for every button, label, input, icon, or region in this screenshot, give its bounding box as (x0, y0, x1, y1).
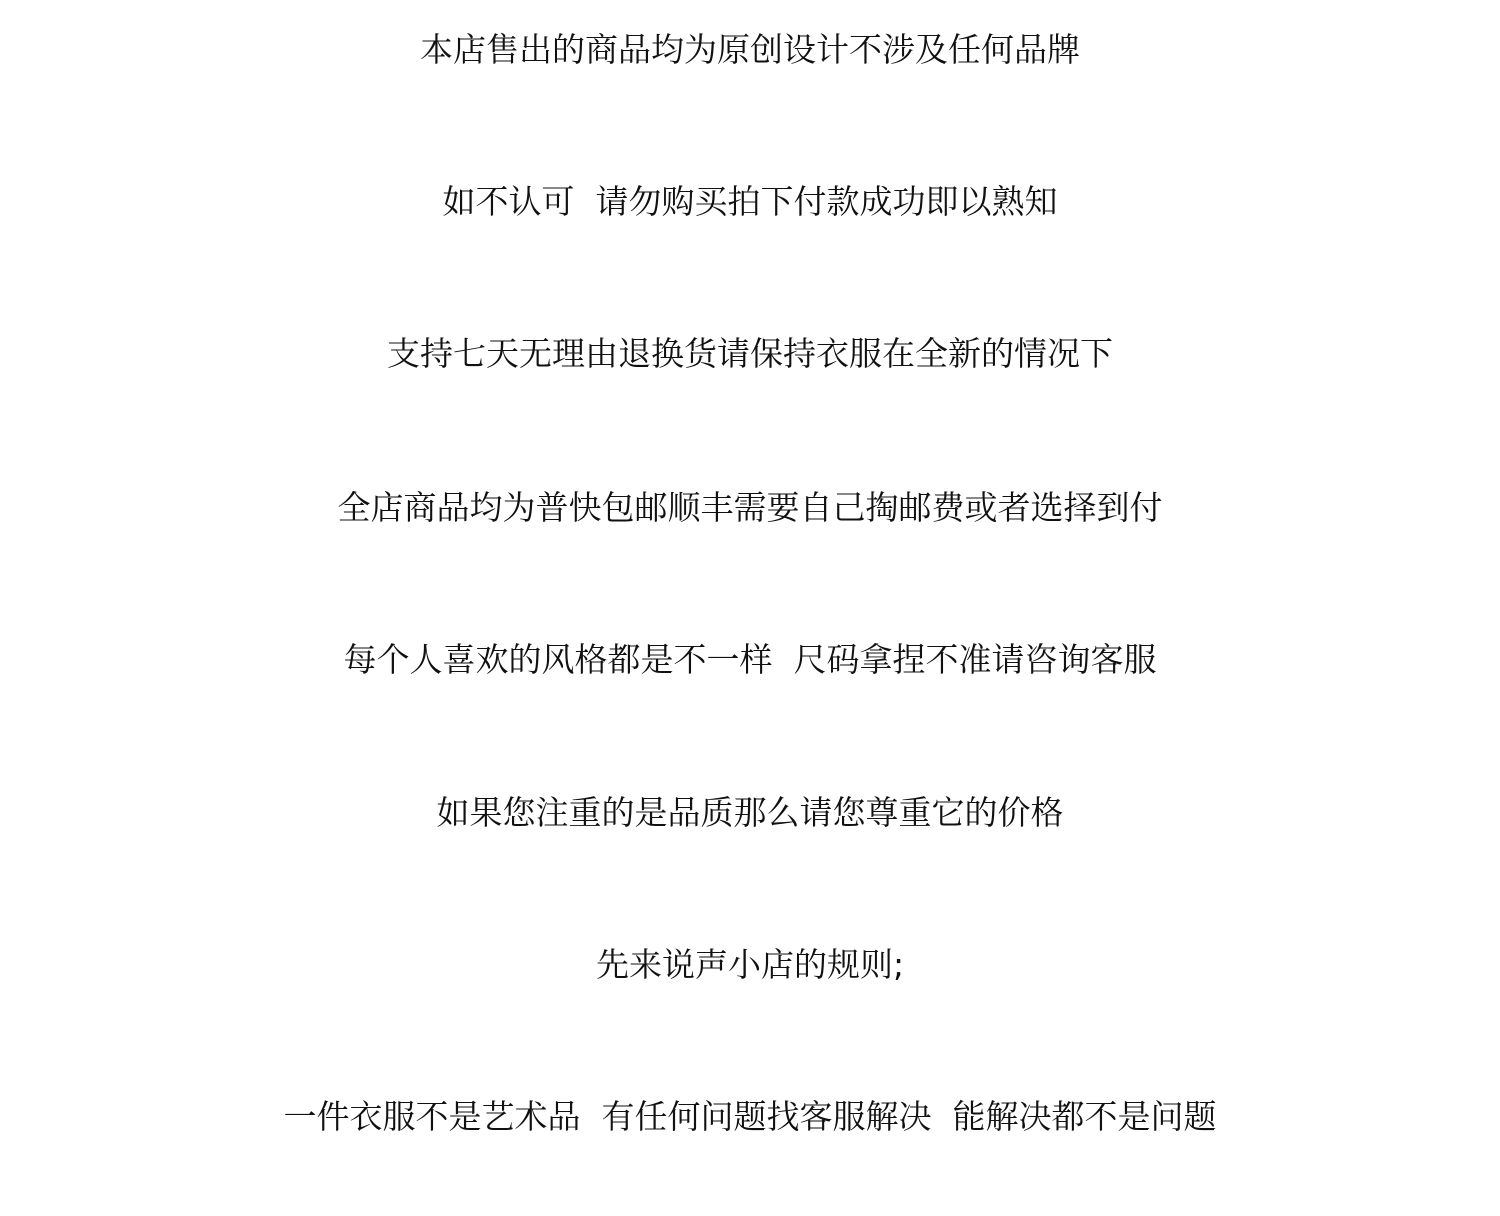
notice-line-purchase-consent: 如不认可 请勿购买拍下付款成功即以熟知 (442, 182, 1058, 221)
notice-line-size-advice: 每个人喜欢的风格都是不一样 尺码拿捏不准请咨询客服 (343, 640, 1157, 679)
notice-line-original-design: 本店售出的商品均为原创设计不涉及任何品牌 (420, 30, 1080, 69)
notice-line-shipping-policy: 全店商品均为普快包邮顺丰需要自己掏邮费或者选择到付 (337, 488, 1163, 527)
notice-line-rules-intro: 先来说声小店的规则; (595, 945, 905, 984)
notice-line-return-policy: 支持七天无理由退换货请保持衣服在全新的情况下 (387, 334, 1113, 373)
notice-line-customer-service: 一件衣服不是艺术品 有任何问题找客服解决 能解决都不是问题 (283, 1097, 1217, 1136)
notice-line-quality-price: 如果您注重的是品质那么请您尊重它的价格 (436, 793, 1064, 832)
